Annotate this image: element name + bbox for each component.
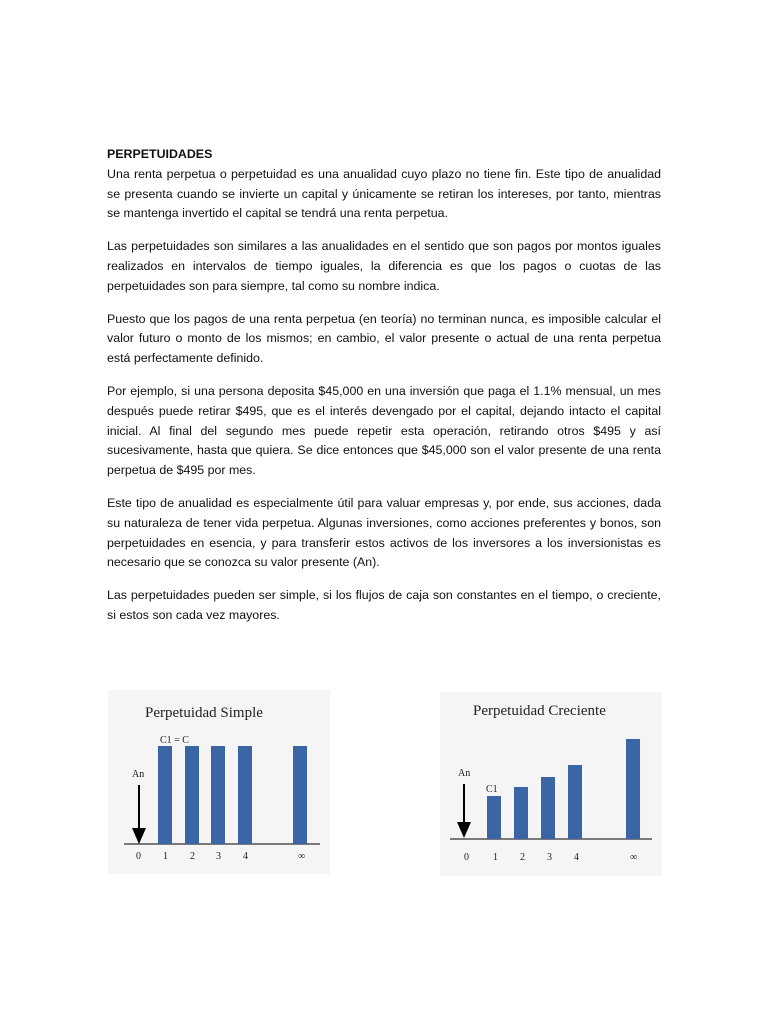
an-label: An	[132, 769, 145, 780]
bar-label: C1	[486, 784, 498, 795]
paragraph-usefulness: Este tipo de anualidad es especialmente útil para valuar empresas y, por ende, sus acciones, dada su naturaleza de tener vida perpetua. Algunas inversiones, como acciones preferentes y bonos, son perpetuidades en esencia, y para transferir estos activos de los inversores a los inversionistas es necesario que se conozca su valor presente (An).	[107, 495, 661, 570]
x-tick-label: 3	[547, 852, 552, 863]
bar-4	[238, 746, 252, 844]
an-label: An	[458, 768, 471, 779]
paragraph-example: Por ejemplo, si una persona deposita $45,000 en una inversión que paga el 1.1% mensual, un mes después puede retirar $495, que es el interés devengado por el capital, dejando intacto el capital inicial. Al final del segundo mes puede repetir esta operación, retirando otros $495 y así sucesivamente, hasta que quiera. Se dice entonces que $45,000 son el valor presente de una renta perpetua de $495 por mes.	[107, 383, 661, 478]
bar-1	[487, 796, 501, 839]
figure-perpetuidad-creciente	[440, 692, 662, 876]
x-tick-label: 2	[520, 852, 525, 863]
paragraph-future-value: Puesto que los pagos de una renta perpetua (en teoría) no terminan nunca, es imposible calcular el valor futuro o monto de los mismos; en cambio, el valor presente o actual de una renta perpetua está perfectamente definido.	[107, 311, 661, 366]
paragraph-definition: Una renta perpetua o perpetuidad es una anualidad cuyo plazo no tiene fin. Este tipo de anualidad se presenta cuando se invierte un capital y únicamente se retiran los intereses, por tanto, mientras se mantenga invertido el capital se tendrá una renta perpetua.	[107, 166, 661, 221]
bar-2	[514, 787, 528, 839]
chart-perpetuidad-creciente	[440, 692, 662, 876]
bar-group	[158, 746, 307, 844]
chart-title: Perpetuidad Simple	[145, 705, 263, 721]
x-tick-label: 2	[190, 851, 195, 862]
chart-perpetuidad-simple	[108, 690, 330, 874]
down-arrow-icon	[132, 828, 146, 844]
paragraph-similarity: Las perpetuidades son similares a las anualidades en el sentido que son pagos por montos iguales realizados en intervalos de tiempo iguales, la diferencia es que los pagos o cuotas de las perpetuidades son para siempre, tal como su nombre indica.	[107, 239, 661, 293]
bar-group	[487, 739, 640, 839]
figure-perpetuidad-simple	[108, 690, 330, 874]
x-tick-label: 1	[163, 851, 168, 862]
bar-∞	[626, 739, 640, 839]
bar-3	[541, 777, 555, 839]
x-tick-label: ∞	[630, 852, 638, 863]
x-tick-label: 1	[493, 852, 498, 863]
x-tick-label: 0	[464, 852, 469, 863]
bar-label: C1 = C	[160, 735, 189, 746]
x-tick-label: 0	[136, 851, 141, 862]
document-heading: PERPETUIDADES	[107, 147, 213, 161]
x-tick-labels	[464, 852, 637, 863]
bar-3	[211, 746, 225, 844]
bar-1	[158, 746, 172, 844]
bar-4	[568, 765, 582, 839]
bar-2	[185, 746, 199, 844]
x-tick-label: 4	[574, 852, 579, 863]
x-tick-label: ∞	[298, 851, 306, 862]
x-tick-label: 3	[216, 851, 221, 862]
paragraph-types: Las perpetuidades pueden ser simple, si los flujos de caja son constantes en el tiempo, o creciente, si estos son cada vez mayores.	[107, 588, 661, 622]
x-tick-labels	[136, 851, 305, 862]
x-tick-label: 4	[243, 851, 248, 862]
chart-title: Perpetuidad Creciente	[473, 703, 606, 719]
document-body	[107, 145, 661, 639]
down-arrow-icon	[457, 822, 471, 838]
bar-∞	[293, 746, 307, 844]
